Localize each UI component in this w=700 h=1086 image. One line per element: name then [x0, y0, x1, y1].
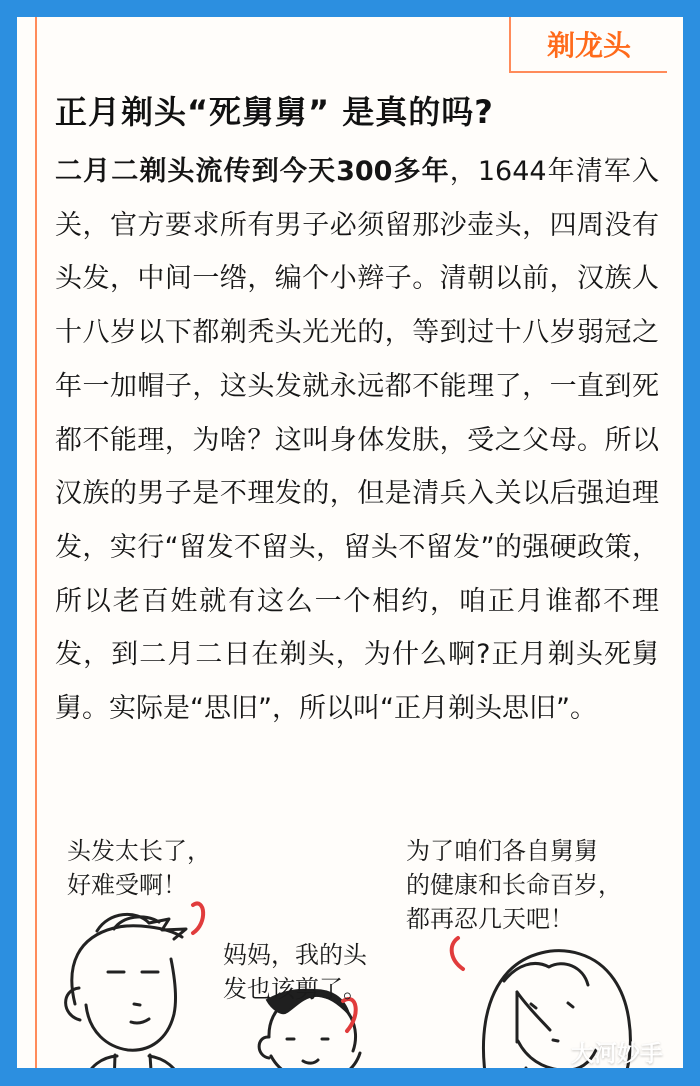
article-title: 正月剃头“死舅舅” 是真的吗?: [55, 93, 494, 131]
speech-middle: 妈妈，我的头 发也该剪了。: [223, 941, 367, 1003]
right-speech-tail: [452, 938, 463, 969]
article-body: [55, 145, 659, 736]
speech-right: 为了咱们各自舅舅 的健康和长命百岁， 都再忍几天吧！: [406, 837, 622, 933]
article-lead: 二月二剃头流传到今天300多年: [55, 156, 450, 187]
left-speech-tail: [193, 903, 203, 933]
article-body-text: ，1644年清军入关，官方要求所有男子必须留那沙壶头，四周没有头发，中间一绺，编个小辫子。清朝以前，汉族人十八岁以下都剃秃头光光的，等到过十八岁弱冠之年一加帽子，这头发就永远都不能理了，一直到死都不能理，为啥？这叫身体发肤，受之父母。所以汉族的男子是不理发的，但是清兵入关以后强迫理发，实行“留发不留头，留头不留发”的强硬政策，所以老百姓就有这么一个相约，咱正月谁都不理发，到二月二日在剃头，为什么啊?正月剃头死舅舅。实际是“思旧”，所以叫“正月剃头思旧”。: [55, 156, 659, 725]
speech-left: 头发太长了， 好难受啊！: [67, 837, 211, 899]
article-card: [17, 17, 683, 1086]
section-tag-label: 剃龙头: [546, 29, 631, 62]
bottom-frame: [17, 1068, 683, 1086]
section-tag: [509, 17, 667, 73]
watermark: 大河妙手: [571, 1041, 663, 1067]
left-character: [66, 914, 186, 1086]
